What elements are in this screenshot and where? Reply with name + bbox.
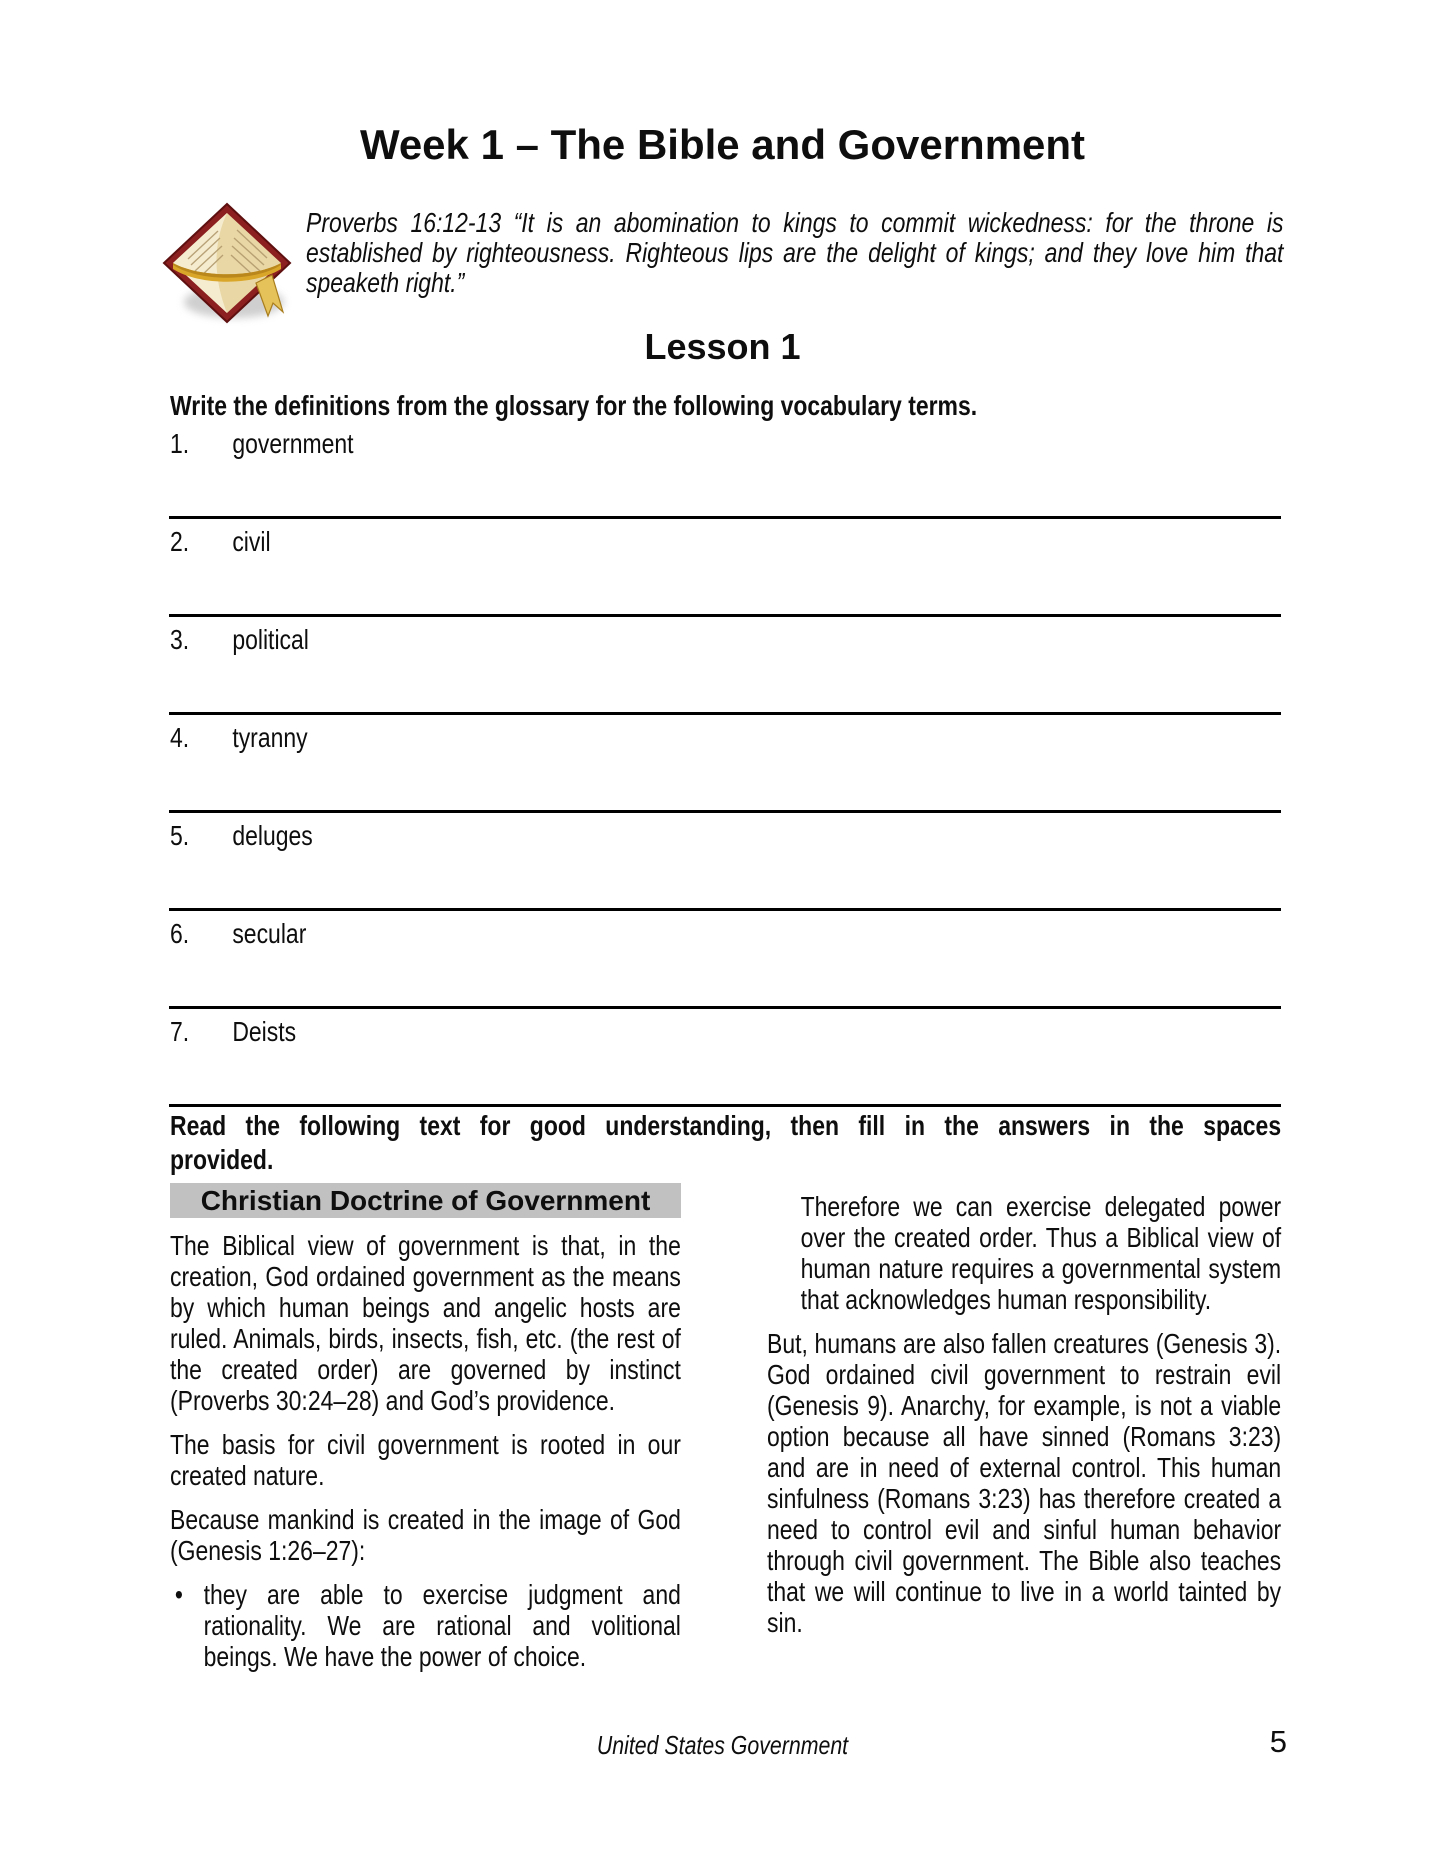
page-number: 5: [1269, 1724, 1287, 1759]
vocab-term: Deists: [232, 1016, 297, 1047]
answer-line-2: [169, 614, 1281, 617]
scripture-quote-line: Proverbs 16:12-13 “It is an abomination to kings to commit wickedness: for the throne is: [306, 207, 1284, 238]
reading-instruction: [170, 1109, 1281, 1177]
vocab-number: 4.: [170, 722, 190, 753]
article-paragraph: Because mankind is created in the image of God (Genesis 1:26–27):: [170, 1504, 681, 1566]
bullet-text: they are able to exercise judgment and rationality. We are rational and volitional beings. We have the power of choice.: [203, 1579, 681, 1672]
vocab-term: secular: [232, 918, 307, 949]
vocab-instruction: Write the definitions from the glossary for the following vocabulary terms.: [170, 390, 978, 421]
scripture-quote-line: speaketh right.”: [306, 267, 465, 298]
answer-line-6: [169, 1006, 1281, 1009]
vocab-number: 3.: [170, 624, 190, 655]
vocab-number: 7.: [170, 1016, 190, 1047]
article-paragraph: But, humans are also fallen creatures (Genesis 3). God ordained civil government to restrain evil (Genesis 9). Anarchy, for example, is not a viable option because all have sinned (Romans 3:23) and are in need of external control. This human sinfulness (Romans 3:23) has therefore created a need to control evil and sinful human behavior through civil government. The Bible also teaches that we will continue to live in a world tainted by sin.: [767, 1328, 1282, 1638]
bullet-icon: •: [174, 1579, 183, 1610]
answer-line-3: [169, 712, 1281, 715]
vocab-item-1: [170, 429, 1334, 459]
bullet-item: [170, 1579, 681, 1672]
article-left-column: [170, 1183, 681, 1672]
article-heading: Christian Doctrine of Government: [170, 1183, 681, 1218]
vocab-number: 1.: [170, 428, 190, 459]
open-bible-icon: [160, 202, 294, 328]
vocab-number: 6.: [170, 918, 190, 949]
answer-line-7: [169, 1104, 1281, 1107]
vocab-item-4: [170, 723, 1334, 753]
vocab-term: tyranny: [232, 722, 308, 753]
vocab-term: civil: [232, 526, 271, 557]
answer-line-1: [169, 516, 1281, 519]
footer-book-title: United States Government: [596, 1730, 849, 1760]
vocab-term: political: [232, 624, 309, 655]
vocab-item-6: [170, 919, 1334, 949]
vocab-term: deluges: [232, 820, 313, 851]
vocab-number: 5.: [170, 820, 190, 851]
scripture-quote: [306, 208, 1283, 298]
reading-instruction-line: Read the following text for good understanding, then fill in the answers in the spaces: [170, 1110, 1282, 1141]
answer-line-5: [169, 908, 1281, 911]
article-paragraph-continuation: Therefore we can exercise delegated power over the created order. Thus a Biblical view of human nature requires a governmental system that acknowledges human responsibility.: [800, 1191, 1282, 1315]
article-paragraph: The basis for civil government is rooted in our created nature.: [170, 1429, 681, 1491]
vocab-term: government: [232, 428, 354, 459]
reading-instruction-line: provided.: [170, 1144, 274, 1175]
article-columns: [170, 1183, 1281, 1672]
page-title: Week 1 – The Bible and Government: [359, 121, 1086, 168]
answer-line-4: [169, 810, 1281, 813]
scripture-quote-line: established by righteousness. Righteous lips are the delight of kings; and they love him that: [306, 237, 1284, 268]
vocab-number: 2.: [170, 526, 190, 557]
vocab-item-3: [170, 625, 1334, 655]
open-bible-icon-graphic: [160, 202, 294, 328]
article-right-column: [767, 1183, 1281, 1672]
vocab-item-7: [170, 1017, 1334, 1047]
vocab-item-5: [170, 821, 1334, 851]
vocab-item-2: [170, 527, 1334, 557]
lesson-heading: Lesson 1: [644, 326, 801, 367]
article-paragraph: The Biblical view of government is that, in the creation, God ordained government as the means by which human beings and angelic hosts are ruled. Animals, birds, insects, fish, etc. (the rest of the created order) are governed by instinct (Proverbs 30:24–28) and God’s providence.: [170, 1230, 681, 1416]
